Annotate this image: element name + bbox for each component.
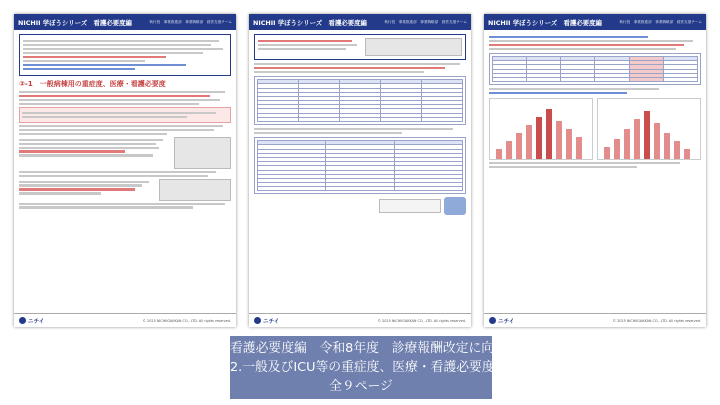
page-header-tabs: 執行役 事業推進部 事業戦略部 経営支援チーム xyxy=(149,19,232,24)
intro-box xyxy=(19,34,231,76)
nichii-logo: ニチイ xyxy=(254,317,279,325)
page-header-title: NICHII 学ぼうシリーズ 看護必要度編 xyxy=(253,18,367,27)
banner-line-2: 2.一般及びICU等の重症度、医療・看護必要度 xyxy=(230,360,495,375)
bar-chart-figure-left xyxy=(489,98,593,160)
page-footer xyxy=(484,313,706,327)
page-header-title: NICHII 学ぼうシリーズ 看護必要度編 xyxy=(488,18,602,27)
flow-figure-placeholder xyxy=(159,179,231,201)
chart-placeholder xyxy=(365,38,462,56)
copyright: © 2025 NICHIIGAKKAN CO., LTD. All rights reserved. xyxy=(377,318,466,323)
page-header-title: NICHII 学ぼうシリーズ 看護必要度編 xyxy=(18,18,132,27)
nichii-logo-icon xyxy=(254,317,261,324)
copyright: © 2025 NICHIIGAKKAN CO., LTD. All rights reserved. xyxy=(612,318,701,323)
nichii-logo: ニチイ xyxy=(19,317,44,325)
banner-line-1: 看護必要度編 令和8年度 診療報酬改定に向けた議論 xyxy=(230,341,546,356)
section-title: ②-1 一般病棟用の重症度、医療・看護必要度 xyxy=(19,79,166,88)
preview-page-2 xyxy=(249,14,471,327)
criteria-table xyxy=(254,76,466,125)
page-header-tabs: 執行役 事業推進部 事業戦略部 経営支援チーム xyxy=(619,19,702,24)
nichii-logo-icon xyxy=(489,317,496,324)
speech-bubble xyxy=(379,199,441,213)
figure-placeholder xyxy=(174,137,231,169)
nichii-logo-icon xyxy=(19,317,26,324)
comparison-table xyxy=(489,53,701,85)
banner-line-3: 全９ページ xyxy=(329,379,393,394)
page-header xyxy=(14,14,236,30)
page-header xyxy=(484,14,706,30)
highlight-box xyxy=(19,107,231,123)
intro-box xyxy=(254,34,466,60)
page-header xyxy=(249,14,471,30)
nichii-logo: ニチイ xyxy=(489,317,514,325)
preview-page-3 xyxy=(484,14,706,327)
page-footer xyxy=(249,313,471,327)
preview-page-1 xyxy=(14,14,236,327)
copyright: © 2025 NICHIIGAKKAN CO., LTD. All rights reserved. xyxy=(142,318,231,323)
title-banner xyxy=(230,336,546,399)
bar-chart-figure-right xyxy=(597,98,701,160)
presenter-illustration xyxy=(444,197,466,215)
page-footer xyxy=(14,313,236,327)
detail-table xyxy=(254,137,466,194)
page-header-tabs: 執行役 事業推進部 事業戦略部 経営支援チーム xyxy=(384,19,467,24)
